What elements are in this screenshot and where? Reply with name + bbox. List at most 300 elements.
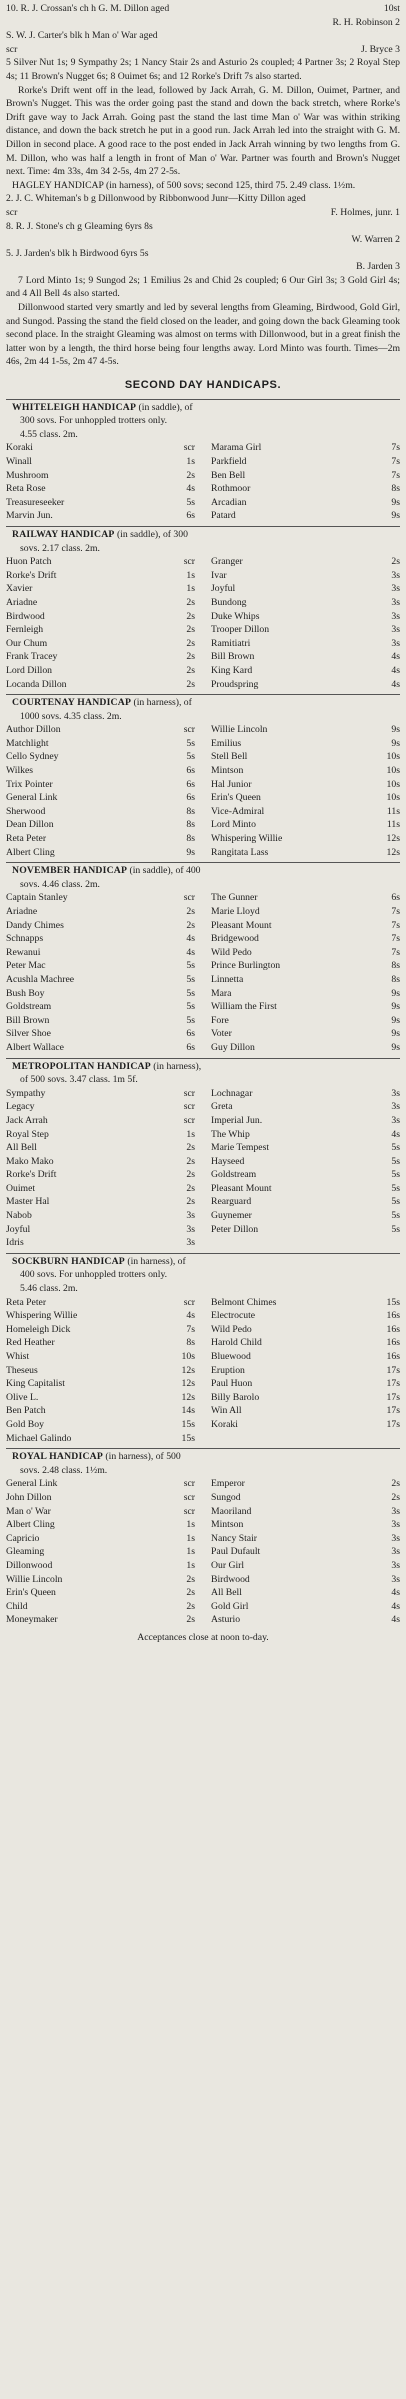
- entry-row: [6, 1518, 400, 1532]
- entry-row: [6, 1477, 400, 1491]
- handicap-mark: 9s: [391, 1001, 400, 1013]
- horse-name: Hayseed: [211, 1155, 245, 1167]
- handicap-mark: 3s: [391, 1087, 400, 1099]
- entry-left: [6, 1350, 203, 1364]
- entry-right: [203, 1000, 400, 1014]
- handicap-mark: scr: [183, 1505, 195, 1517]
- horse-name: Belmont Chimes: [211, 1296, 277, 1308]
- report-paragraph: Rorke's Drift went off in the lead, followed by Jack Arrah, G. M. Dillon, Ouimet, Partner, and Brown's Nugget. This was the order going past the stand and down the back stretch, where Rorke's Drift gave way to Jack Arrah. Going past the stand the last time Man o' War was within striking distance, and down the back stretch he put in a good run. Jack Arrah led into the straight with G. M. Dillon in second place. A good race to the post ended in Jack Arrah winning by two lengths from G. M. Dillon, who was half a length in front of Man o' War. Partner was fourth and Brown's Nugget next. Time: 4m 33s, 4m 34 2-5s, 4m 27 2-5s.: [6, 84, 400, 178]
- entry-row: [6, 1532, 400, 1546]
- entry-right: [203, 555, 400, 569]
- entry-left: [6, 891, 203, 905]
- entry-right: [203, 891, 400, 905]
- entry-right: [203, 569, 400, 583]
- handicap-mark: 5s: [186, 987, 195, 999]
- horse-name: Proudspring: [211, 678, 259, 690]
- handicap-mark: 5s: [391, 1223, 400, 1235]
- horse-name: Linnetta: [211, 973, 244, 985]
- horse-name: The Whip: [211, 1128, 250, 1140]
- handicap-name: ROYAL HANDICAP: [12, 1451, 103, 1463]
- handicap-mark: 5s: [186, 1014, 195, 1026]
- horse-name: Winall: [6, 456, 32, 467]
- entry-row: [6, 496, 400, 510]
- entry-row: [6, 1182, 400, 1196]
- handicap-mark: 5s: [391, 1155, 400, 1167]
- handicap-mark: 10s: [386, 792, 400, 804]
- horse-name: Hal Junior: [211, 778, 252, 790]
- horse-name: Marie Lloyd: [211, 906, 260, 917]
- entry-right: [203, 959, 400, 973]
- handicap-block: [6, 862, 400, 1054]
- entry-right: [203, 441, 400, 455]
- entry-right: [203, 919, 400, 933]
- handicap-mark: 7s: [186, 1323, 195, 1335]
- handicap-mark: 17s: [386, 1378, 400, 1390]
- handicap-mark: 4s: [391, 1600, 400, 1612]
- handicap-mark: 2s: [186, 1587, 195, 1599]
- handicap-mark: 5s: [186, 1001, 195, 1013]
- handicap-mark: scr: [183, 1087, 195, 1099]
- entry-left: [6, 1014, 203, 1028]
- handicap-mark: 2s: [391, 1478, 400, 1490]
- entry-row: [6, 664, 400, 678]
- result-line: [6, 206, 400, 220]
- horse-name: Cello Sydney: [6, 751, 59, 763]
- horse-name: Electrocute: [211, 1310, 256, 1322]
- result-left: scr: [6, 43, 18, 55]
- entry-right: [203, 1087, 400, 1101]
- handicap-mark: 1s: [186, 456, 195, 467]
- handicap-title: [6, 1450, 400, 1464]
- entry-left: [6, 555, 203, 569]
- handicap-mark: 12s: [386, 833, 400, 845]
- horse-name: Gold Boy: [6, 1418, 44, 1430]
- handicap-block: [6, 1448, 400, 1627]
- entry-right: [203, 764, 400, 778]
- entry-right: [203, 1491, 400, 1505]
- handicap-mark: 12s: [181, 1391, 195, 1403]
- entry-left: [6, 1100, 203, 1114]
- handicap-mark: 1s: [186, 583, 195, 595]
- handicap-mark: 2s: [186, 906, 195, 917]
- horse-name: Lochnagar: [211, 1087, 253, 1099]
- horse-name: Gleaming: [6, 1546, 45, 1558]
- handicap-mark: 2s: [186, 637, 195, 649]
- entry-left: [6, 1114, 203, 1128]
- entry-left: [6, 946, 203, 960]
- entry-right: [203, 1404, 400, 1418]
- handicap-mark: 15s: [181, 1432, 195, 1444]
- horse-name: Prince Burlington: [211, 960, 281, 972]
- entry-right: [203, 791, 400, 805]
- entry-row: [6, 1323, 400, 1337]
- handicap-name: NOVEMBER HANDICAP: [12, 865, 128, 877]
- horse-name: Marama Girl: [211, 442, 262, 454]
- handicap-conditions: (in harness),: [153, 1060, 202, 1072]
- handicap-mark: 6s: [186, 765, 195, 777]
- entry-left: [6, 1545, 203, 1559]
- horse-name: Moneymaker: [6, 1614, 58, 1626]
- horse-name: Huon Patch: [6, 556, 52, 568]
- horse-name: Bush Boy: [6, 987, 45, 999]
- handicap-mark: 2s: [186, 1600, 195, 1612]
- handicap-mark: scr: [183, 1478, 195, 1490]
- horse-name: Michael Galindo: [6, 1432, 72, 1444]
- result-rider: B. Jarden 3: [356, 261, 400, 273]
- handicap-mark: 1s: [186, 1532, 195, 1544]
- result-line: [6, 220, 400, 234]
- entry-row: [6, 932, 400, 946]
- footer-note: Acceptances close at noon to-day.: [137, 1631, 269, 1643]
- horse-name: Ivar: [211, 569, 227, 581]
- handicap-mark: 6s: [391, 892, 400, 904]
- entry-right: [203, 596, 400, 610]
- handicap-mark: 4s: [186, 933, 195, 945]
- handicap-mark: 1s: [186, 1128, 195, 1140]
- handicap-conditions: (in harness), of: [133, 697, 192, 709]
- entry-left: [6, 1041, 203, 1055]
- horse-name: Our Girl: [211, 1559, 245, 1571]
- handicap-mark: 12s: [181, 1378, 195, 1390]
- handicap-mark: 5s: [186, 496, 195, 508]
- handicap-mark: [372, 1432, 400, 1446]
- entry-left: [6, 1477, 203, 1491]
- entry-left: [6, 1586, 203, 1600]
- horse-name: Master Hal: [6, 1196, 50, 1208]
- entry-row: [6, 1586, 400, 1600]
- entry-left: [6, 1182, 203, 1196]
- entry-right: [203, 1418, 400, 1432]
- entry-left: [6, 905, 203, 919]
- handicap-mark: 4s: [186, 1310, 195, 1322]
- entry-left: [6, 778, 203, 792]
- entry-row: [6, 1168, 400, 1182]
- entry-row: [6, 1600, 400, 1614]
- handicap-mark: scr: [183, 1296, 195, 1308]
- handicap-mark: 3s: [186, 1237, 195, 1249]
- handicap-mark: 6s: [186, 510, 195, 522]
- horse-name: Billy Barolo: [211, 1391, 260, 1403]
- handicap-mark: 16s: [386, 1323, 400, 1335]
- horse-name: Koraki: [6, 442, 33, 454]
- entry-left: [6, 764, 203, 778]
- entry-right: [203, 1573, 400, 1587]
- horse-name: Rewanui: [6, 946, 41, 958]
- handicap-subline: of 500 sovs. 3.47 class. 1m 5f.: [20, 1074, 138, 1086]
- handicap-mark: 8s: [391, 960, 400, 972]
- entry-row: [6, 1350, 400, 1364]
- horse-name: Capricio: [6, 1532, 40, 1544]
- horse-name: Birdwood: [211, 1573, 250, 1585]
- handicap-mark: 9s: [186, 846, 195, 858]
- entry-row: [6, 610, 400, 624]
- handicap-mark: 5s: [391, 1210, 400, 1222]
- handicap-mark: 4s: [186, 946, 195, 958]
- handicap-mark: 4s: [391, 664, 400, 676]
- handicap-mark: 5s: [186, 737, 195, 749]
- handicap-title: [6, 1060, 400, 1074]
- entry-left: [6, 1296, 203, 1310]
- handicap-mark: 5s: [186, 973, 195, 985]
- handicap-mark: 2s: [186, 596, 195, 608]
- horse-name: Legacy: [6, 1101, 35, 1113]
- entry-left: [6, 1027, 203, 1041]
- entry-right: [203, 1600, 400, 1614]
- entry-row: [6, 946, 400, 960]
- entry-row: [6, 737, 400, 751]
- entry-row: [6, 509, 400, 523]
- horse-name: Whispering Willie: [211, 833, 283, 845]
- entry-row: [6, 723, 400, 737]
- entry-right: [203, 750, 400, 764]
- handicap-title: [6, 528, 400, 542]
- entry-left: [6, 469, 203, 483]
- entry-row: [6, 1100, 400, 1114]
- horse-name: Goldstream: [6, 1001, 52, 1013]
- handicap-mark: 8s: [186, 819, 195, 831]
- result-rider: R. H. Robinson 2: [332, 16, 400, 28]
- handicap-mark: 5s: [391, 1142, 400, 1154]
- handicap-mark: 1s: [186, 1559, 195, 1571]
- entry-right: [203, 1296, 400, 1310]
- entry-left: [6, 723, 203, 737]
- handicap-mark: 8s: [186, 805, 195, 817]
- horse-name: Ariadne: [6, 596, 38, 608]
- handicap-mark: 3s: [391, 596, 400, 608]
- entry-left: [6, 750, 203, 764]
- handicap-mark: 10s: [181, 1351, 195, 1362]
- horse-name: Matchlight: [6, 737, 49, 749]
- handicap-mark: 2s: [186, 624, 195, 636]
- result-right: J. Bryce 3: [360, 43, 400, 55]
- horse-name: General Link: [6, 1478, 58, 1490]
- entry-row: [6, 919, 400, 933]
- horse-name: Reta Rose: [6, 483, 46, 495]
- result-right: [394, 247, 400, 261]
- handicap-mark: 9s: [391, 1014, 400, 1026]
- entry-left: [6, 1491, 203, 1505]
- handicap-mark: 9s: [391, 1041, 400, 1053]
- horse-name: Win All: [211, 1405, 242, 1417]
- handicap-mark: 7s: [391, 933, 400, 945]
- entry-right: [203, 637, 400, 651]
- horse-name: William the First: [211, 1001, 277, 1013]
- handicap-mark: 5s: [186, 960, 195, 972]
- entry-right: [203, 1128, 400, 1142]
- entry-row: [6, 637, 400, 651]
- entry-right: [203, 1477, 400, 1491]
- entry-left: [6, 1000, 203, 1014]
- horse-name: Albert Cling: [6, 1519, 55, 1531]
- horse-name: Willie Lincoln: [211, 724, 268, 736]
- entry-left: [6, 1087, 203, 1101]
- horse-name: Frank Tracey: [6, 651, 58, 663]
- handicap-mark: 10s: [386, 751, 400, 763]
- handicap-name: COURTENAY HANDICAP: [12, 697, 132, 709]
- handicap-mark: 8s: [186, 1337, 195, 1349]
- entry-row: [6, 482, 400, 496]
- horse-name: Whispering Willie: [6, 1310, 78, 1322]
- entry-left: [6, 1336, 203, 1350]
- entry-right: [203, 1141, 400, 1155]
- handicap-mark: [372, 1236, 400, 1250]
- handicap-mark: 9s: [391, 737, 400, 749]
- entry-right: [203, 1532, 400, 1546]
- handicap-name: WHITELEIGH HANDICAP: [12, 401, 137, 413]
- entry-row: [6, 832, 400, 846]
- handicap-subline: 4.55 class. 2m.: [20, 428, 78, 440]
- handicap-mark: 3s: [186, 1210, 195, 1222]
- entry-row: [6, 1027, 400, 1041]
- horse-name: Lord Dillon: [6, 664, 53, 676]
- horse-name: Homeleigh Dick: [6, 1323, 71, 1335]
- handicap-mark: 4s: [391, 1614, 400, 1626]
- entry-right: [203, 1391, 400, 1405]
- handicap-mark: 3s: [391, 1559, 400, 1571]
- entry-row: [6, 441, 400, 455]
- horse-name: Dean Dillon: [6, 819, 54, 831]
- handicap-mark: 7s: [391, 919, 400, 931]
- section-heading: SECOND DAY HANDICAPS.: [124, 379, 282, 392]
- result-left: S. W. J. Carter's blk h Man o' War aged: [6, 30, 158, 42]
- result-rider: W. Warren 2: [351, 234, 400, 246]
- handicap-title: [6, 696, 400, 710]
- handicap-title: [6, 401, 400, 415]
- horse-name: Duke Whips: [211, 610, 260, 622]
- entry-row: [6, 650, 400, 664]
- handicap-mark: 6s: [186, 1041, 195, 1053]
- report-paragraph: 5 Silver Nut 1s; 9 Sympathy 2s; 1 Nancy Stair 2s and Asturio 2s coupled; 4 Partner 3s; 2 Royal Step 4s; 11 Brown's Nugget 6s; 8 Ouimet 6s; and 12 Rorke's Drift 7s also started.: [6, 57, 400, 82]
- handicap-block: [6, 694, 400, 859]
- entry-left: [6, 610, 203, 624]
- handicap-mark: 6s: [186, 778, 195, 790]
- entry-row: [6, 818, 400, 832]
- handicap-mark: 7s: [391, 469, 400, 481]
- handicap-mark: 16s: [386, 1310, 400, 1322]
- horse-name: Silver Shoe: [6, 1028, 51, 1040]
- handicap-mark: 3s: [391, 637, 400, 649]
- entry-row: [6, 1573, 400, 1587]
- horse-name: Stell Bell: [211, 751, 248, 763]
- entry-right: [203, 946, 400, 960]
- horse-name: Rorke's Drift: [6, 569, 57, 581]
- horse-name: Birdwood: [6, 610, 45, 622]
- entry-row: [6, 1545, 400, 1559]
- entry-left: [6, 678, 203, 692]
- entry-row: [6, 1309, 400, 1323]
- entry-right: [203, 932, 400, 946]
- horse-name: Rearguard: [211, 1196, 252, 1208]
- horse-name: Peter Mac: [6, 960, 46, 972]
- entry-row: [6, 1391, 400, 1405]
- handicap-mark: scr: [183, 1491, 195, 1503]
- horse-name: Ariadne: [6, 906, 38, 917]
- entry-left: [6, 664, 203, 678]
- handicap-name: SOCKBURN HANDICAP: [12, 1255, 125, 1267]
- horse-name: Fernleigh: [6, 624, 44, 636]
- horse-name: [211, 1236, 372, 1250]
- entry-row: [6, 582, 400, 596]
- horse-name: Imperial Jun.: [211, 1114, 263, 1126]
- entry-right: [203, 496, 400, 510]
- entry-row: [6, 469, 400, 483]
- entry-right: [203, 1559, 400, 1573]
- horse-name: Jack Arrah: [6, 1114, 48, 1126]
- horse-name: Mara: [211, 987, 232, 999]
- horse-name: Pleasant Mount: [211, 1182, 272, 1194]
- horse-name: Whist: [6, 1351, 30, 1362]
- handicap-mark: 3s: [391, 1573, 400, 1585]
- horse-name: General Link: [6, 792, 58, 804]
- entry-left: [6, 650, 203, 664]
- entry-right: [203, 1336, 400, 1350]
- horse-name: Fore: [211, 1014, 229, 1026]
- horse-name: Lord Minto: [211, 819, 256, 831]
- entry-left: [6, 805, 203, 819]
- horse-name: Arcadian: [211, 496, 247, 508]
- entry-right: [203, 1100, 400, 1114]
- entry-left: [6, 1573, 203, 1587]
- entry-right: [203, 1014, 400, 1028]
- horse-name: Goldstream: [211, 1169, 257, 1181]
- handicap-mark: 5s: [391, 1196, 400, 1208]
- hagley-block: [6, 179, 400, 369]
- horse-name: Greta: [211, 1101, 233, 1113]
- handicap-mark: 8s: [186, 833, 195, 845]
- entry-row: [6, 1087, 400, 1101]
- entry-right: [203, 482, 400, 496]
- handicap-mark: 2s: [186, 664, 195, 676]
- handicap-mark: 3s: [391, 624, 400, 636]
- entry-row: [6, 1209, 400, 1223]
- entry-row: [6, 596, 400, 610]
- handicap-mark: 3s: [391, 1546, 400, 1558]
- result-right: 10st: [383, 3, 400, 14]
- horse-name: Child: [6, 1600, 28, 1612]
- handicap-mark: 1s: [186, 1519, 195, 1531]
- entry-left: [6, 1432, 203, 1446]
- entry-row: [6, 1014, 400, 1028]
- entry-row: [6, 569, 400, 583]
- handicap-subline: 5.46 class. 2m.: [20, 1283, 78, 1295]
- horse-name: Bridgewood: [211, 933, 259, 945]
- entry-left: [6, 846, 203, 860]
- horse-name: Patard: [211, 510, 236, 522]
- entry-left: [6, 1195, 203, 1209]
- entry-row: [6, 1236, 400, 1250]
- horse-name: Koraki: [211, 1418, 238, 1430]
- entry-left: [6, 1236, 203, 1250]
- horse-name: Nabob: [6, 1210, 32, 1222]
- handicap-mark: 2s: [391, 1491, 400, 1503]
- horse-name: Paul Huon: [211, 1378, 253, 1390]
- hagley-report: [6, 274, 400, 369]
- horse-name: Guy Dillon: [211, 1041, 255, 1053]
- entry-row: [6, 1559, 400, 1573]
- result-line: [6, 247, 400, 261]
- entry-row: [6, 1128, 400, 1142]
- entry-right: [203, 509, 400, 523]
- handicap-subline: sovs. 4.46 class. 2m.: [20, 878, 100, 890]
- handicap-mark: 4s: [186, 483, 195, 495]
- handicap-mark: 11s: [386, 805, 400, 817]
- handicap-mark: 9s: [391, 496, 400, 508]
- handicap-block: [6, 526, 400, 691]
- horse-name: Reta Peter: [6, 1296, 47, 1308]
- horse-name: Parkfield: [211, 456, 247, 467]
- entry-left: [6, 569, 203, 583]
- handicap-mark: 3s: [391, 1114, 400, 1126]
